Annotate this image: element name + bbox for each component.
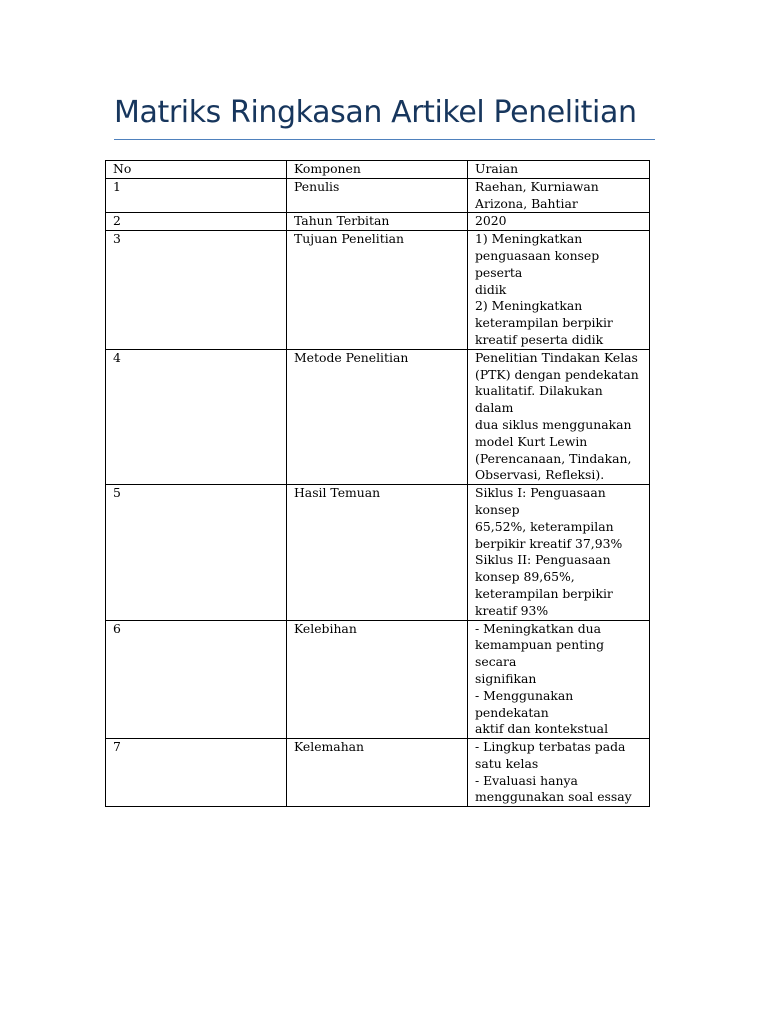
header-komponen: Komponen (287, 161, 468, 179)
table-row (106, 231, 650, 350)
header-uraian: Uraian (468, 161, 650, 179)
row-uraian: Siklus I: Penguasaan konsep 65,52%, keterampilan berpikir kreatif 37,93% Siklus II: Penguasaan konsep 89,65%, keterampilan berpikir kreatif 93% (468, 485, 650, 620)
title-underline (114, 139, 655, 140)
table-row (106, 485, 650, 620)
row-komponen: Kelemahan (287, 739, 468, 807)
row-no: 1 (106, 178, 287, 213)
row-uraian: - Lingkup terbatas pada satu kelas - Evaluasi hanya menggunakan soal essay (468, 739, 650, 807)
row-komponen: Tujuan Penelitian (287, 231, 468, 350)
table-row (106, 620, 650, 739)
row-komponen: Kelebihan (287, 620, 468, 739)
row-no: 5 (106, 485, 287, 620)
table-row (106, 349, 650, 484)
row-uraian: Raehan, Kurniawan Arizona, Bahtiar (468, 178, 650, 213)
row-komponen: Penulis (287, 178, 468, 213)
row-no: 7 (106, 739, 287, 807)
row-uraian: 2020 (468, 213, 650, 231)
row-komponen: Tahun Terbitan (287, 213, 468, 231)
row-uraian: 1) Meningkatkan penguasaan konsep peserta didik 2) Meningkatkan keterampilan berpikir kreatif peserta didik (468, 231, 650, 350)
row-uraian: - Meningkatkan dua kemampuan penting secara signifikan - Menggunakan pendekatan aktif dan kontekstual (468, 620, 650, 739)
document-title: Matriks Ringkasan Artikel Penelitian (114, 95, 637, 130)
row-uraian: Penelitian Tindakan Kelas (PTK) dengan pendekatan kualitatif. Dilakukan dalam dua siklus menggunakan model Kurt Lewin (Perencanaan, Tindakan, Observasi, Refleksi). (468, 349, 650, 484)
table-row (106, 739, 650, 807)
row-komponen: Hasil Temuan (287, 485, 468, 620)
row-no: 6 (106, 620, 287, 739)
header-no: No (106, 161, 287, 179)
row-no: 2 (106, 213, 287, 231)
row-komponen: Metode Penelitian (287, 349, 468, 484)
summary-matrix-table (105, 160, 650, 807)
table-row (106, 178, 650, 213)
row-no: 4 (106, 349, 287, 484)
table-header-row (106, 161, 650, 179)
row-no: 3 (106, 231, 287, 350)
table-row (106, 213, 650, 231)
